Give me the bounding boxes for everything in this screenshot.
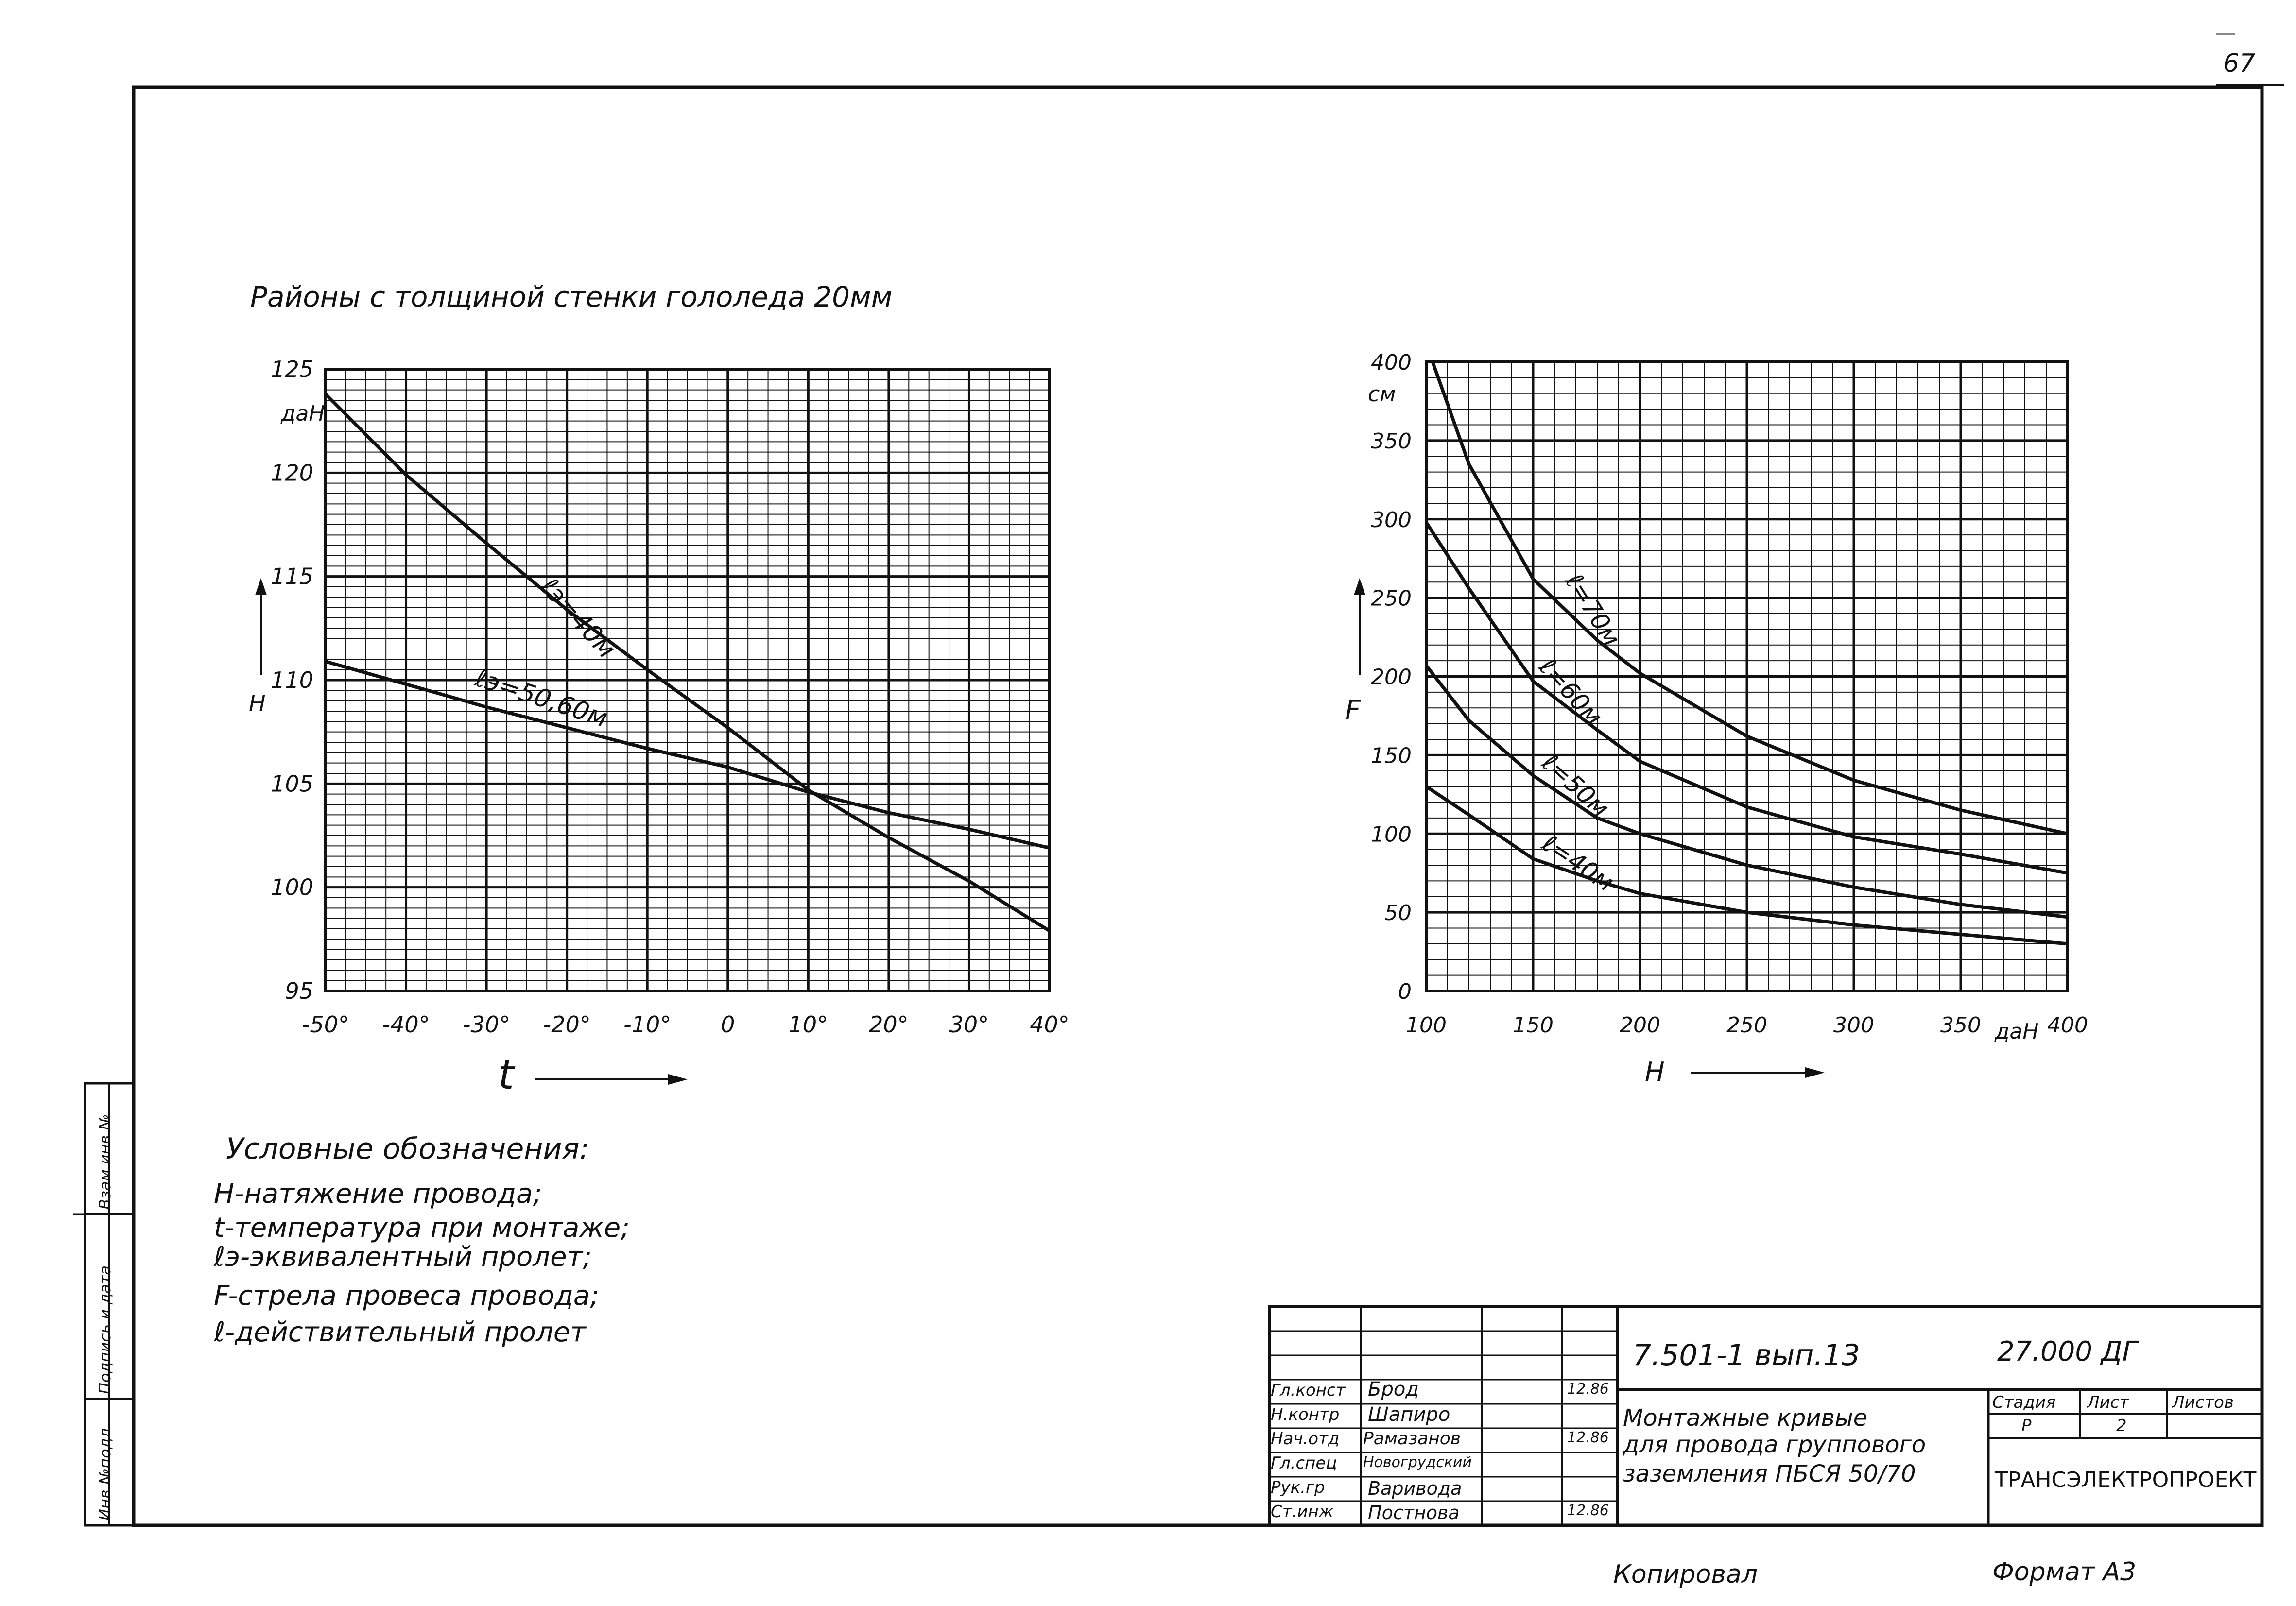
x-tick-label: 400 (2047, 1013, 2088, 1038)
chart2-x-arrowhead (1805, 1067, 1825, 1078)
side-stamp-replacement-label: Взам.инв.№ (96, 1114, 114, 1210)
chart2-grid (1426, 362, 2068, 991)
chart-tension-vs-temperature (255, 356, 1070, 1085)
sheet-header: Лист (2087, 1393, 2129, 1412)
series-label: ℓ=60м (1534, 653, 1608, 731)
role-name: Постнова (1368, 1502, 1460, 1523)
chart2-x-unit: даН (1995, 1019, 2039, 1044)
x-tick-label: -30° (463, 1011, 511, 1038)
y-tick-label: 115 (271, 563, 313, 590)
x-tick-label: 350 (1940, 1013, 1981, 1038)
y-tick-label: 105 (271, 770, 313, 797)
chart1-y-label: H (249, 690, 266, 717)
doc-code: 7.501-1 вып.13 (1633, 1338, 1861, 1372)
x-tick-label: 20° (869, 1011, 909, 1038)
organization-name: ТРАНСЭЛЕКТРОПРОЕКТ (1995, 1468, 2257, 1492)
series-label: ℓ=40м (1537, 829, 1619, 897)
x-tick-label: -10° (623, 1011, 672, 1038)
role-label: Рук.гр (1271, 1478, 1325, 1497)
x-tick-label: 300 (1833, 1013, 1874, 1038)
doc-title-line: заземления ПБСЯ 50/70 (1623, 1460, 1916, 1487)
y-tick-label: 250 (1371, 586, 1412, 611)
y-tick-label: 100 (1371, 822, 1412, 847)
y-tick-label: 120 (271, 460, 313, 486)
footer-format: Формат А3 (1992, 1557, 2137, 1587)
series-label: ℓэ=40м (535, 572, 621, 664)
role-date: 12.86 (1567, 1502, 1609, 1519)
x-tick-label: 30° (949, 1011, 989, 1038)
legend-item: ℓ-действительный пролет (214, 1316, 586, 1348)
chart2-y-label: F (1345, 695, 1361, 726)
y-tick-label: 300 (1371, 507, 1412, 532)
chart1-y-unit: даН (281, 401, 325, 426)
legend-item: F-стрела провеса провода; (214, 1280, 600, 1312)
chart2-y-arrowhead (1354, 578, 1365, 595)
doc-number: 27.000 ДГ (1997, 1336, 2138, 1367)
role-name: Брод (1368, 1378, 1419, 1401)
legend-title: Условные обозначения: (226, 1132, 589, 1166)
x-tick-label: 100 (1406, 1013, 1447, 1038)
chart2-y-unit: см (1368, 382, 1396, 407)
legend-item: H-натяжение провода; (214, 1178, 542, 1210)
chart-sag-vs-tension (1354, 350, 2088, 1078)
role-date: 12.86 (1567, 1429, 1609, 1446)
doc-title-line: для провода группового (1623, 1431, 1926, 1458)
x-tick-label: -20° (543, 1011, 591, 1038)
x-tick-label: 10° (788, 1011, 829, 1038)
role-name: Варивода (1368, 1478, 1462, 1499)
role-label: Нач.отд (1271, 1429, 1340, 1449)
x-tick-label: 150 (1513, 1013, 1554, 1038)
doc-title-line: Монтажные кривые (1623, 1404, 1868, 1432)
role-label: Ст.инж (1271, 1502, 1334, 1521)
stage-value: Р (2021, 1416, 2032, 1435)
legend-item: ℓэ-эквивалентный пролет; (214, 1241, 592, 1273)
y-tick-label: 400 (1371, 350, 1412, 375)
sheet-value: 2 (2116, 1416, 2127, 1435)
x-tick-label: -40° (382, 1011, 430, 1038)
series-label: ℓэ=50,60м (471, 663, 611, 734)
series-label: ℓ=70м (1559, 568, 1626, 651)
chart1-grid (326, 369, 1050, 991)
role-name: Новогрудский (1363, 1454, 1472, 1471)
legend-item: t-температура при монтаже; (214, 1212, 630, 1244)
y-tick-label: 95 (285, 978, 313, 1004)
series-label: ℓ=50м (1536, 748, 1615, 823)
x-tick-label: -50° (301, 1011, 350, 1038)
y-tick-label: 200 (1371, 665, 1412, 690)
x-tick-label: 200 (1620, 1013, 1660, 1038)
role-name: Шапиро (1368, 1403, 1450, 1426)
chart1-x-label: t (498, 1051, 514, 1098)
y-tick-label: 125 (271, 356, 313, 382)
x-tick-label: 250 (1726, 1013, 1767, 1038)
sheets-header: Листов (2172, 1393, 2234, 1412)
page-number: 67 (2223, 49, 2256, 78)
y-tick-label: 150 (1371, 743, 1412, 769)
stage-header: Стадия (1992, 1393, 2056, 1412)
chart1-x-arrowhead (668, 1074, 688, 1085)
y-tick-label: 50 (1384, 901, 1412, 926)
role-label: Н.контр (1271, 1405, 1340, 1424)
page-heading: Районы с толщиной стенки гололеда 20мм (250, 280, 893, 313)
role-label: Гл.конст (1271, 1381, 1346, 1400)
y-tick-label: 350 (1371, 428, 1412, 454)
chart2-x-label: H (1645, 1057, 1665, 1087)
footer-copied: Копировал (1613, 1560, 1758, 1589)
y-tick-label: 100 (271, 874, 313, 901)
role-name: Рамазанов (1363, 1429, 1461, 1449)
role-label: Гл.спец (1271, 1453, 1337, 1473)
role-date: 12.86 (1567, 1381, 1609, 1398)
side-stamp-signature-label: Подпись и дата (96, 1265, 114, 1394)
y-tick-label: 110 (271, 667, 313, 693)
y-tick-label: 0 (1398, 979, 1412, 1004)
x-tick-label: 40° (1030, 1011, 1070, 1038)
x-tick-label: 0 (721, 1011, 735, 1038)
chart1-y-arrowhead (255, 578, 267, 595)
side-stamp-inv-label: Инв.№подл (96, 1428, 114, 1521)
